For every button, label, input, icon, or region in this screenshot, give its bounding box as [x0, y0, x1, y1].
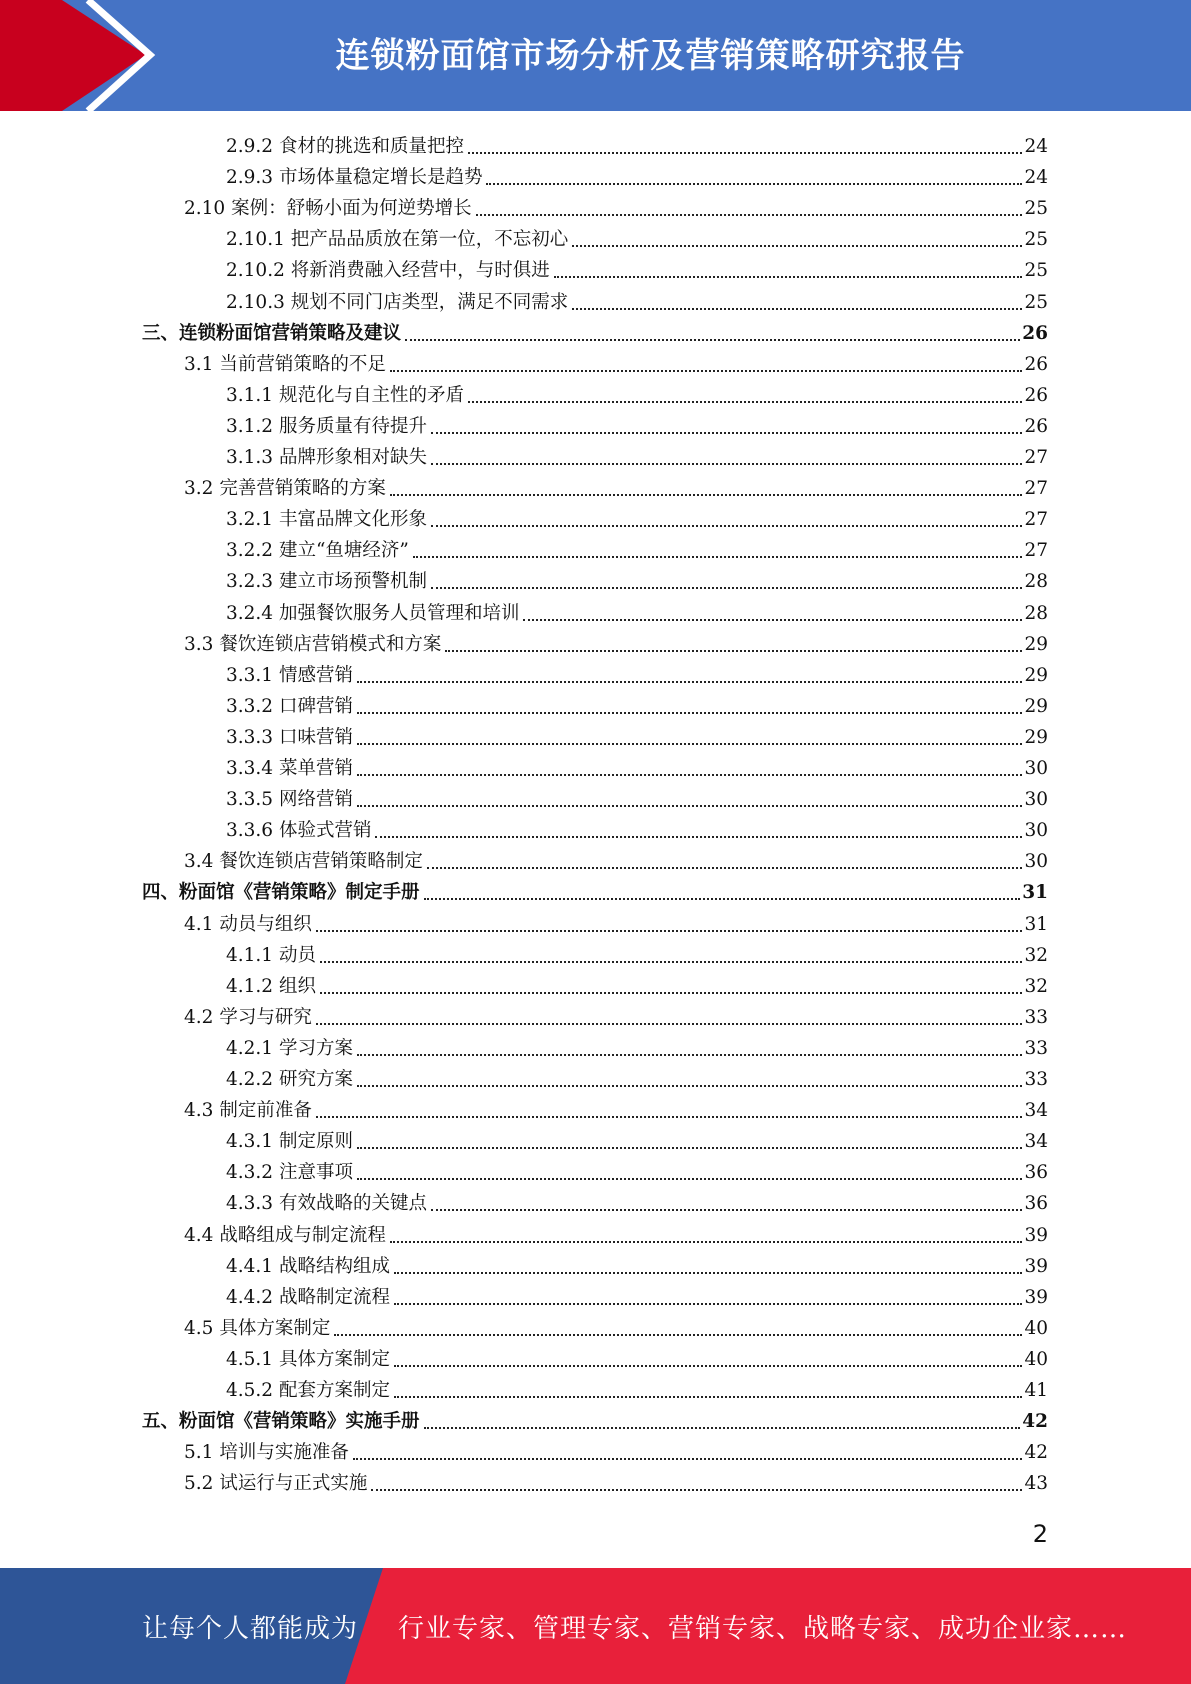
toc-entry-page: 29 — [1024, 695, 1048, 717]
toc-entry-number: 五、 — [142, 1411, 180, 1433]
toc-dot-leader — [353, 1456, 1023, 1460]
toc-entry[interactable] — [226, 811, 1048, 842]
toc-entry-number: 3.2.2 — [226, 540, 274, 562]
toc-entry-number: 4.4.2 — [226, 1286, 274, 1308]
toc-entry-label: 餐饮连锁店营销策略制定 — [219, 851, 423, 873]
toc-entry-number: 3.3.6 — [226, 820, 274, 842]
toc-entry-label: 加强餐饮服务人员管理和培训 — [278, 602, 520, 624]
toc-dot-leader — [468, 150, 1022, 154]
toc-entry-number: 3.3.3 — [226, 726, 274, 748]
toc-entry[interactable] — [226, 251, 1048, 282]
toc-entry[interactable] — [226, 936, 1048, 967]
toc-entry-page: 34 — [1024, 1100, 1048, 1122]
toc-entry-number: 4.3.3 — [226, 1193, 274, 1215]
toc-dot-leader — [357, 679, 1022, 683]
toc-entry-label: 研究方案 — [278, 1069, 353, 1090]
toc-entry-page: 28 — [1024, 602, 1048, 624]
toc-dot-leader — [572, 306, 1022, 310]
toc-dot-leader — [431, 461, 1022, 465]
toc-entry-number: 3.2 — [184, 478, 214, 500]
toc-entry-label: 培训与实施准备 — [219, 1442, 349, 1464]
toc-entry-number: 2.9.2 — [226, 136, 274, 157]
toc-entry[interactable] — [226, 1122, 1048, 1153]
toc-entry[interactable] — [184, 1216, 1048, 1247]
toc-entry-number: 5.2 — [184, 1473, 214, 1495]
toc-dot-leader — [357, 1052, 1022, 1056]
toc-entry-page: 40 — [1024, 1317, 1048, 1339]
toc-dot-leader — [334, 1332, 1022, 1336]
toc-entry-label: 规范化与自主性的矛盾 — [278, 384, 464, 406]
toc-entry[interactable] — [184, 189, 1048, 220]
toc-entry-number: 2.10.3 — [226, 291, 285, 313]
toc-entry-page: 33 — [1024, 1006, 1048, 1028]
toc-entry-label: 将新消费融入经营中，与时俱进 — [290, 260, 550, 282]
toc-dot-leader — [320, 990, 1022, 994]
toc-entry[interactable] — [142, 314, 1048, 345]
page-footer — [0, 1568, 1191, 1684]
toc-entry-label: 制定原则 — [278, 1131, 353, 1153]
toc-entry-label: 完善营销策略的方案 — [219, 478, 386, 500]
toc-entry-label: 情感营销 — [278, 664, 353, 686]
toc-entry-number: 3.1.2 — [226, 415, 274, 437]
toc-entry-page: 30 — [1024, 789, 1048, 811]
toc-entry-page: 31 — [1022, 882, 1048, 904]
toc-entry[interactable] — [226, 687, 1048, 718]
toc-entry-number: 3.3.4 — [226, 758, 274, 779]
toc-entry-page: 26 — [1022, 322, 1048, 344]
toc-dot-leader — [431, 523, 1022, 527]
toc-entry-label: 战略结构组成 — [278, 1255, 390, 1277]
toc-entry[interactable] — [226, 220, 1048, 251]
toc-dot-leader — [554, 274, 1023, 278]
toc-entry[interactable] — [226, 656, 1048, 687]
toc-dot-leader — [424, 1425, 1021, 1429]
toc-entry-number: 3.3.2 — [226, 695, 274, 717]
toc-entry-number: 4.3.1 — [226, 1131, 274, 1153]
toc-entry-number: 2.10 — [184, 198, 226, 220]
toc-dot-leader — [394, 1301, 1022, 1305]
toc-entry-number: 3.3.1 — [226, 664, 274, 686]
toc-entry-label: 注意事项 — [278, 1162, 353, 1184]
toc-entry[interactable] — [184, 1464, 1048, 1495]
toc-entry[interactable] — [226, 1247, 1048, 1278]
toc-entry[interactable] — [226, 594, 1048, 625]
toc-entry-page: 39 — [1024, 1255, 1048, 1277]
toc-entry-label: 动员与组织 — [219, 913, 312, 935]
toc-entry-page: 27 — [1024, 509, 1048, 531]
footer-slogan-right: 行业专家、管理专家、营销专家、战略专家、成功企业家…… — [398, 1613, 1128, 1644]
toc-entry-page: 40 — [1024, 1348, 1048, 1370]
toc-entry[interactable] — [184, 842, 1048, 873]
toc-entry-label: 制定前准备 — [219, 1100, 312, 1122]
toc-entry-number: 2.9.3 — [226, 167, 274, 189]
toc-entry-page: 33 — [1024, 1069, 1048, 1090]
toc-entry-number: 3.3.5 — [226, 789, 274, 811]
toc-entry-number: 4.3 — [184, 1100, 214, 1122]
toc-entry-label: 配套方案制定 — [278, 1380, 390, 1401]
toc-entry-page: 30 — [1024, 758, 1048, 779]
toc-entry-number: 2.10.1 — [226, 229, 285, 251]
toc-entry[interactable] — [142, 873, 1048, 904]
toc-dot-leader — [427, 865, 1023, 869]
toc-entry[interactable] — [226, 562, 1048, 593]
toc-entry-number: 4.4 — [184, 1224, 214, 1246]
toc-entry-number: 2.10.2 — [226, 260, 285, 282]
toc-entry[interactable] — [226, 1153, 1048, 1184]
page-header — [0, 0, 1191, 111]
toc-entry[interactable] — [226, 1029, 1048, 1060]
toc-entry[interactable] — [184, 625, 1048, 656]
toc-dot-leader — [357, 1083, 1022, 1087]
toc-entry-page: 27 — [1024, 540, 1048, 562]
toc-entry[interactable] — [226, 1060, 1048, 1091]
toc-entry-page: 25 — [1024, 260, 1048, 282]
toc-entry[interactable] — [226, 1184, 1048, 1215]
toc-dot-leader — [413, 554, 1023, 558]
toc-entry[interactable] — [226, 780, 1048, 811]
toc-entry-page: 42 — [1022, 1411, 1048, 1433]
toc-entry-page: 39 — [1024, 1286, 1048, 1308]
toc-entry-label: 具体方案制定 — [278, 1348, 390, 1370]
toc-dot-leader — [357, 772, 1022, 776]
toc-entry[interactable] — [184, 1309, 1048, 1340]
toc-dot-leader — [357, 803, 1022, 807]
toc-entry-page: 43 — [1024, 1473, 1048, 1495]
toc-dot-leader — [572, 243, 1022, 247]
toc-entry[interactable] — [226, 1340, 1048, 1371]
toc-dot-leader — [316, 928, 1023, 932]
toc-entry-label: 动员 — [278, 944, 316, 966]
toc-entry-number: 4.5 — [184, 1317, 214, 1339]
toc-entry[interactable] — [226, 1371, 1048, 1402]
toc-entry-page: 36 — [1024, 1162, 1048, 1184]
toc-entry-label: 当前营销策略的不足 — [219, 353, 386, 375]
toc-entry-label: 口味营销 — [278, 726, 353, 748]
toc-entry-page: 31 — [1024, 913, 1048, 935]
toc-entry-label: 粉面馆《营销策略》制定手册 — [179, 882, 420, 904]
toc-entry-page: 36 — [1024, 1193, 1048, 1215]
toc-entry-label: 规划不同门店类型，满足不同需求 — [290, 291, 569, 313]
toc-dot-leader — [390, 492, 1023, 496]
toc-entry-number: 4.2 — [184, 1006, 214, 1028]
toc-entry-label: 网络营销 — [278, 789, 353, 811]
page-number: 2 — [1032, 1520, 1048, 1548]
toc-entry[interactable] — [226, 376, 1048, 407]
toc-entry-label: 学习与研究 — [219, 1006, 312, 1028]
toc-dot-leader — [424, 896, 1021, 900]
toc-entry-label: 口碑营销 — [278, 695, 353, 717]
toc-dot-leader — [371, 1487, 1022, 1491]
toc-entry-number: 3.1.3 — [226, 447, 274, 468]
toc-entry-number: 5.1 — [184, 1442, 214, 1464]
toc-entry-number: 3.3 — [184, 633, 214, 655]
toc-entry[interactable] — [226, 967, 1048, 998]
toc-entry-label: 战略制定流程 — [278, 1286, 390, 1308]
toc-entry[interactable] — [142, 1402, 1048, 1433]
toc-entry-page: 26 — [1024, 384, 1048, 406]
toc-entry-number: 3.2.3 — [226, 571, 274, 593]
toc-entry-number: 4.1.1 — [226, 944, 274, 966]
toc-entry-page: 25 — [1024, 229, 1048, 251]
toc-entry-page: 34 — [1024, 1131, 1048, 1153]
toc-dot-leader — [390, 1239, 1023, 1243]
toc-entry-page: 41 — [1024, 1380, 1048, 1401]
toc-entry-label: 学习方案 — [278, 1037, 353, 1059]
toc-dot-leader — [431, 585, 1022, 589]
toc-entry-page: 24 — [1024, 167, 1048, 189]
toc-entry-page: 30 — [1024, 820, 1048, 842]
toc-entry-label: 市场体量稳定增长是趋势 — [278, 167, 483, 189]
toc-dot-leader — [320, 959, 1022, 963]
toc-dot-leader — [394, 1363, 1022, 1367]
toc-entry-page: 25 — [1024, 291, 1048, 313]
toc-entry-number: 4.4.1 — [226, 1255, 274, 1277]
toc-dot-leader — [316, 1114, 1023, 1118]
report-title: 连锁粉面馆市场分析及营销策略研究报告 — [335, 36, 966, 76]
toc-entry-number: 3.2.4 — [226, 602, 274, 624]
toc-entry-label: 连锁粉面馆营销策略及建议 — [179, 322, 402, 344]
toc-entry[interactable] — [184, 905, 1048, 936]
toc-entry-label: 有效战略的关键点 — [278, 1193, 427, 1215]
toc-entry-page: 33 — [1024, 1037, 1048, 1059]
toc-entry-number: 4.2.2 — [226, 1069, 274, 1090]
toc-entry-label: 食材的挑选和质量把控 — [278, 136, 464, 157]
toc-entry-label: 品牌形象相对缺失 — [278, 447, 427, 468]
toc-entry-label: 餐饮连锁店营销模式和方案 — [219, 633, 442, 655]
toc-entry-page: 30 — [1024, 851, 1048, 873]
toc-entry-number: 4.2.1 — [226, 1037, 274, 1059]
toc-entry-number: 3.1.1 — [226, 384, 274, 406]
footer-slogan-left: 让每个人都能成为 — [142, 1613, 359, 1644]
toc-entry[interactable] — [226, 127, 1048, 158]
toc-entry-page: 32 — [1024, 944, 1048, 966]
toc-dot-leader — [316, 1021, 1023, 1025]
toc-dot-leader — [390, 368, 1023, 372]
toc-entry[interactable] — [226, 531, 1048, 562]
toc-entry-label: 具体方案制定 — [219, 1317, 331, 1339]
toc-dot-leader — [357, 1145, 1022, 1149]
toc-entry[interactable] — [226, 438, 1048, 469]
toc-entry[interactable] — [226, 407, 1048, 438]
toc-entry[interactable] — [226, 718, 1048, 749]
toc-entry-label: 案例：舒畅小面为何逆势增长 — [231, 198, 472, 220]
toc-entry-page: 39 — [1024, 1224, 1048, 1246]
toc-dot-leader — [445, 648, 1022, 652]
toc-entry-number: 3.4 — [184, 851, 214, 873]
toc-entry-page: 32 — [1024, 975, 1048, 997]
toc-entry[interactable] — [226, 283, 1048, 314]
toc-entry-label: 体验式营销 — [278, 820, 372, 842]
toc-entry-number: 3.2.1 — [226, 509, 274, 531]
toc-entry-page: 29 — [1024, 633, 1048, 655]
toc-entry-number: 3.1 — [184, 353, 214, 375]
toc-entry-page: 29 — [1024, 664, 1048, 686]
toc-entry[interactable] — [226, 500, 1048, 531]
toc-entry[interactable] — [184, 345, 1048, 376]
toc-entry-label: 战略组成与制定流程 — [219, 1224, 386, 1246]
toc-dot-leader — [394, 1270, 1022, 1274]
toc-dot-leader — [405, 337, 1020, 341]
toc-entry-label: 菜单营销 — [278, 758, 353, 779]
toc-entry-label: 建立市场预警机制 — [278, 571, 427, 593]
toc-entry-page: 26 — [1024, 415, 1048, 437]
toc-entry-label: 组织 — [278, 975, 316, 997]
toc-entry[interactable] — [184, 469, 1048, 500]
header-arrow-decoration — [0, 0, 160, 111]
toc-entry[interactable] — [184, 1091, 1048, 1122]
toc-entry-page: 42 — [1024, 1442, 1048, 1464]
toc-dot-leader — [375, 834, 1022, 838]
toc-entry-label: 把产品品质放在第一位，不忘初心 — [290, 229, 569, 251]
toc-entry-number: 4.1 — [184, 913, 214, 935]
toc-dot-leader — [476, 212, 1023, 216]
toc-entry-number: 4.3.2 — [226, 1162, 274, 1184]
toc-dot-leader — [357, 1176, 1022, 1180]
toc-entry[interactable] — [226, 158, 1048, 189]
toc-dot-leader — [357, 710, 1022, 714]
toc-entry-label: 建立“鱼塘经济” — [278, 540, 409, 562]
toc-entry-page: 29 — [1024, 726, 1048, 748]
toc-entry-label: 丰富品牌文化形象 — [278, 509, 427, 531]
toc-entry-page: 26 — [1024, 353, 1048, 375]
toc-entry-page: 27 — [1024, 447, 1048, 468]
toc-entry-page: 25 — [1024, 198, 1048, 220]
toc-dot-leader — [431, 1207, 1022, 1211]
toc-entry-number: 4.5.2 — [226, 1380, 274, 1401]
toc-dot-leader — [394, 1394, 1022, 1398]
toc-dot-leader — [468, 399, 1022, 403]
toc-entry[interactable] — [226, 749, 1048, 780]
toc-entry-number: 4.1.2 — [226, 975, 274, 997]
toc-entry-label: 试运行与正式实施 — [219, 1473, 368, 1495]
toc-entry[interactable] — [184, 998, 1048, 1029]
toc-entry[interactable] — [226, 1278, 1048, 1309]
toc-entry-number: 四、 — [142, 882, 180, 904]
toc-entry-label: 粉面馆《营销策略》实施手册 — [179, 1411, 420, 1433]
toc-entry[interactable] — [184, 1433, 1048, 1464]
toc-entry-number: 4.5.1 — [226, 1348, 274, 1370]
toc-entry-page: 24 — [1024, 136, 1048, 157]
toc-entry-page: 28 — [1024, 571, 1048, 593]
toc-dot-leader — [431, 430, 1022, 434]
toc-entry-page: 27 — [1024, 478, 1048, 500]
toc-entry-number: 三、 — [142, 322, 180, 344]
toc-dot-leader — [523, 617, 1022, 621]
toc-dot-leader — [357, 741, 1022, 745]
toc-dot-leader — [486, 181, 1022, 185]
toc-entry-label: 服务质量有待提升 — [278, 415, 427, 437]
